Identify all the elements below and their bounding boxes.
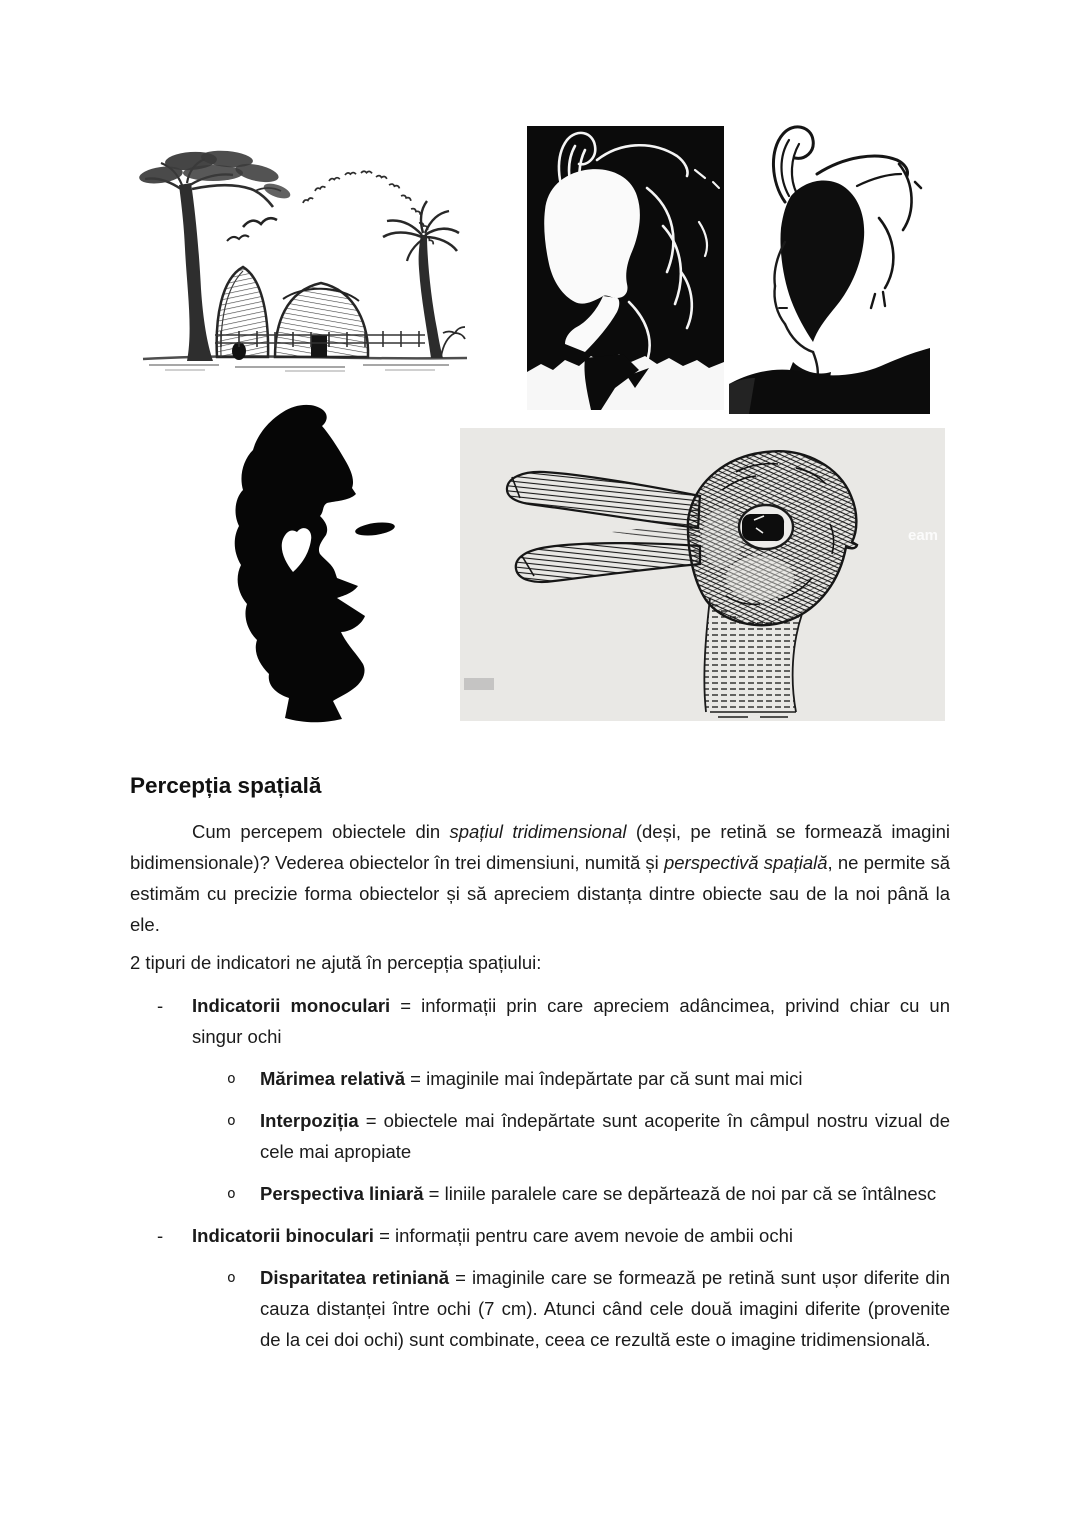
dash-bullet: - [157, 1225, 164, 1246]
hidden-elephant-landscape-illusion-image [135, 138, 475, 390]
term-indicatorii-binoculari: Indicatorii binoculari [192, 1225, 374, 1246]
term-marimea-relativa: Mărimea relativă [260, 1068, 406, 1089]
term-disparitatea-retiniana: Disparitatea retiniană [260, 1267, 450, 1288]
list-item-perspectiva-liniara [130, 1178, 950, 1209]
intro-text-3: , ne permite să estimăm cu precizie forma obiectelor și să apreciem distanța dintre obiecte sau de la noi până la ele. [130, 852, 950, 935]
definition-perspectiva-liniara: = liniile paralele care se depărtează de noi par că se întâlnesc [423, 1183, 937, 1204]
young-old-woman-illusion-image [729, 122, 930, 414]
print-smudge [464, 678, 494, 690]
intro-italic-1: spațiul tridimensional [449, 821, 627, 842]
illusion-figures-block [0, 0, 1080, 760]
list-item-indicatorii-binoculari [130, 1220, 950, 1251]
circle-bullet: o [227, 1270, 236, 1286]
list-item-indicatorii-monoculari [130, 990, 950, 1052]
dash-bullet: - [157, 995, 164, 1016]
definition-disparitatea-retiniana: = imaginile care se formează pe retină sunt ușor diferite din cauza distanței între ochi (7 cm). Atunci când cele două imagini diferite (provenite de la cei doi ochi) sunt combinate, ceea ce rezultă este o imagine tridimensională. [260, 1267, 950, 1350]
definition-indicatorii-binoculari: = informații pentru care avem nevoie de ambii ochi [373, 1225, 793, 1246]
list-item-marimea-relativa [130, 1063, 950, 1094]
section-heading: Percepția spațială [130, 773, 322, 798]
text-content [130, 773, 950, 1355]
intro-text-2: (deși, pe retină se formează imagini bidimensionale)? Vederea obiectelor în trei dimensiuni, numită și [130, 821, 950, 873]
definition-interpozitia: = obiectele mai îndepărtate sunt acoperite în câmpul nostru vizual de cele mai apropiate [260, 1110, 950, 1162]
term-perspectiva-liniara: Perspectiva liniară [260, 1183, 424, 1204]
circle-bullet: o [227, 1071, 236, 1087]
definition-marimea-relativa: = imaginile mai îndepărtate par că sunt mai mici [405, 1068, 803, 1089]
definition-indicatorii-monoculari: = informații prin care apreciem adâncimea, privind chiar cu un singur ochi [192, 995, 951, 1047]
list-item-interpozitia [130, 1105, 950, 1167]
circle-bullet: o [227, 1186, 236, 1202]
term-interpozitia: Interpoziția [260, 1110, 359, 1131]
intro-italic-2: perspectivă spațială [663, 852, 828, 873]
young-old-woman-illusion-inverted-image [527, 126, 724, 410]
circle-bullet: o [227, 1113, 236, 1129]
watermark-text: eam [908, 527, 939, 544]
intro-paragraph [130, 816, 950, 940]
intro-text-1: Cum percepem obiectele din [192, 821, 450, 842]
term-indicatorii-monoculari: Indicatorii monoculari [192, 995, 391, 1016]
face-saxophonist-silhouette-illusion-image [225, 402, 440, 725]
list-intro: 2 tipuri de indicatori ne ajută în percepția spațiului: [130, 952, 542, 973]
list-item-disparitatea-retiniana [130, 1262, 950, 1355]
duck-rabbit-illusion-image [460, 428, 945, 721]
